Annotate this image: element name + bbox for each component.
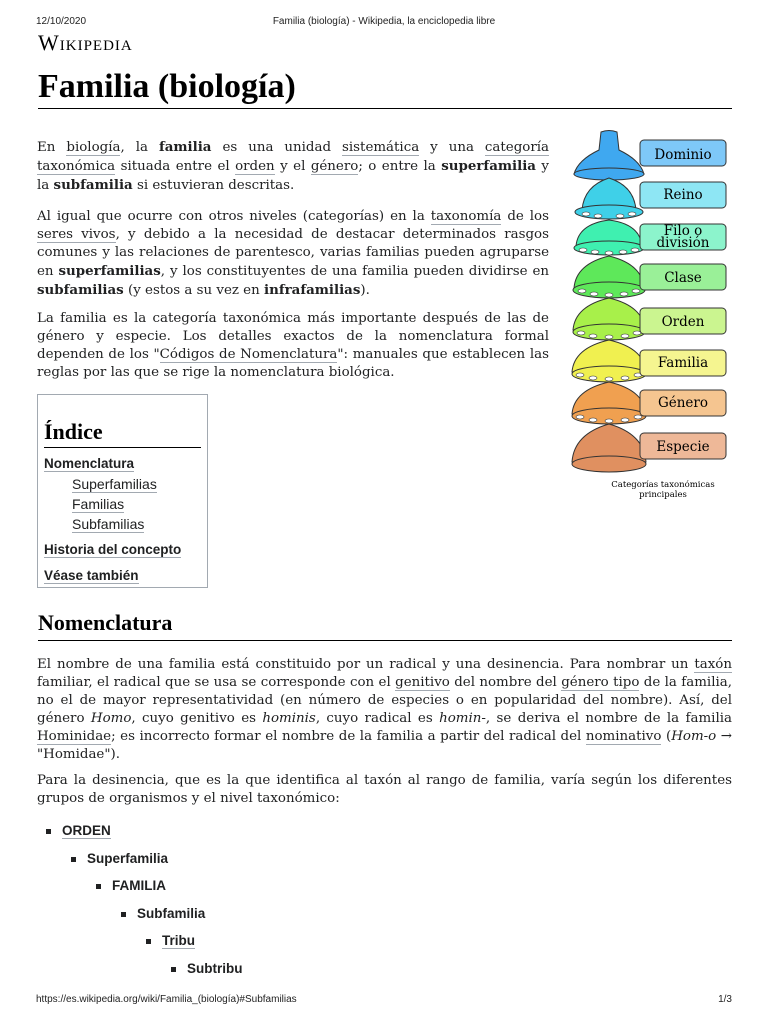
title-divider bbox=[38, 108, 732, 109]
shape-clase bbox=[573, 256, 645, 298]
link-nominativo[interactable]: nominativo bbox=[585, 729, 662, 744]
print-footer bbox=[36, 994, 732, 1008]
print-page-number: 1/3 bbox=[718, 994, 732, 1005]
shape-reino bbox=[575, 178, 643, 219]
shape-orden bbox=[573, 298, 645, 340]
nomenclatura-paragraph-1: El nombre de una familia está constituido por un radical y una desinencia. Para nombrar un taxón familiar, el radical que se usa se corresponde con el genitivo del nombre del género tipo de la familia, no el de mayor representatividad (en número de especies o en popularidad del nombre). Así, del género Homo, cuyo genitivo es hominis, cuyo radical es homin-, se deriva el nombre de la familia Hominidae; es incorrecto formar el nombre de la familia a partir del radical del nominativo (Hom-o → "Homidae"). bbox=[37, 657, 733, 762]
section-title-nomenclatura: Nomenclatura bbox=[38, 610, 173, 635]
label-familia: Familia bbox=[657, 355, 709, 371]
link-hominidae[interactable]: Hominidae bbox=[37, 729, 112, 744]
bullet-icon bbox=[46, 829, 51, 834]
lead-paragraph-1: En biología, la familia es una unidad sistemática y una categoría taxonómica situada entre el orden y el género; o entre la superfamilia y la subfamilia si estuvieran descritas. bbox=[37, 139, 549, 193]
lead-paragraph-3: La familia es la categoría taxonómica más importante después de las de género y especie. Los detalles exactos de la nomenclatura formal dependen de los "Códigos de Nomenclatura": manuales que establecen las reglas por las que se rige la nomenclatura biológica. bbox=[37, 311, 550, 380]
bullet-icon bbox=[171, 967, 176, 972]
toc-item-superfamilias[interactable]: Superfamilias bbox=[72, 476, 157, 492]
table-of-contents bbox=[37, 394, 208, 588]
bullet-icon bbox=[121, 912, 126, 917]
tree-item-orden[interactable]: ORDEN bbox=[62, 823, 111, 838]
toc-item-familias[interactable]: Familias bbox=[72, 496, 125, 512]
link-categoria-taxonomica[interactable]: categoría taxonómica bbox=[37, 140, 549, 174]
link-seres-vivos[interactable]: seres vivos bbox=[37, 227, 116, 242]
shape-familia bbox=[572, 340, 646, 382]
figure-caption: Categorías taxonómicas principales bbox=[611, 480, 715, 500]
bullet-icon bbox=[146, 939, 151, 944]
label-dominio: Dominio bbox=[654, 147, 712, 163]
page-title: Familia (biología) bbox=[38, 68, 296, 105]
shape-dominio bbox=[574, 131, 644, 181]
label-orden: Orden bbox=[661, 314, 705, 330]
link-codigos-nomenclatura[interactable]: Códigos de Nomenclatura bbox=[159, 347, 338, 362]
label-clase: Clase bbox=[664, 270, 702, 286]
nomenclatura-paragraph-2: Para la desinencia, que es la que identifica al taxón al rango de familia, varía según los diferentes grupos de organismos y el nivel taxonómico: bbox=[37, 773, 732, 806]
shape-filo bbox=[574, 220, 644, 255]
taxonomy-diagram bbox=[568, 128, 736, 478]
link-taxon[interactable]: taxón bbox=[694, 657, 732, 672]
taxonomy-figure[interactable] bbox=[568, 128, 736, 504]
link-genero-tipo[interactable]: género tipo bbox=[561, 675, 640, 690]
label-filo: Filo o bbox=[663, 223, 703, 239]
label-division: división bbox=[656, 235, 710, 251]
label-especie: Especie bbox=[656, 439, 710, 455]
print-url: https://es.wikipedia.org/wiki/Familia_(biología)#Subfamilias bbox=[36, 994, 297, 1005]
shape-especie bbox=[572, 424, 646, 472]
shape-genero bbox=[572, 382, 646, 424]
print-page-title: Familia (biología) - Wikipedia, la enciclopedia libre bbox=[272, 16, 496, 27]
toc-title: Índice bbox=[44, 419, 201, 448]
link-genero[interactable]: género bbox=[310, 159, 359, 174]
print-date: 12/10/2020 bbox=[36, 16, 87, 27]
tree-item-subfamilia: Subfamilia bbox=[137, 906, 205, 921]
toc-item-nomenclatura[interactable]: Nomenclatura bbox=[44, 456, 135, 471]
toc-item-subfamilias[interactable]: Subfamilias bbox=[72, 516, 145, 532]
tree-item-tribu[interactable]: Tribu bbox=[162, 933, 195, 948]
tree-item-superfamilia: Superfamilia bbox=[87, 851, 168, 866]
link-biologia[interactable]: biología bbox=[66, 140, 121, 155]
toc-item-vease-tambien[interactable]: Véase también bbox=[44, 568, 139, 583]
section-divider bbox=[38, 640, 732, 641]
link-taxonomia[interactable]: taxonomía bbox=[430, 209, 502, 224]
tree-item-subtribu: Subtribu bbox=[187, 961, 243, 976]
toc-item-historia[interactable]: Historia del concepto bbox=[44, 542, 182, 557]
wikipedia-logo[interactable]: Wikipedia bbox=[38, 30, 133, 55]
tree-item-familia: FAMILIA bbox=[112, 878, 166, 893]
bullet-icon bbox=[71, 857, 76, 862]
link-sistematica[interactable]: sistemática bbox=[342, 140, 420, 155]
label-reino: Reino bbox=[663, 187, 703, 203]
bullet-icon bbox=[96, 884, 101, 889]
link-orden[interactable]: orden bbox=[235, 159, 275, 174]
label-genero: Género bbox=[657, 395, 709, 411]
link-genitivo[interactable]: genitivo bbox=[395, 675, 450, 690]
lead-paragraph-2: Al igual que ocurre con otros niveles (categorías) en la taxonomía de los seres vivos, y debido a la necesidad de destacar determinados rasgos comunes y las relaciones de parentesco, varias familias pueden agruparse en superfamilias, y los constituyentes de una familia pueden dividirse en subfamilias (y estos a su vez en infrafamilias). bbox=[37, 209, 549, 298]
print-header bbox=[36, 16, 732, 30]
